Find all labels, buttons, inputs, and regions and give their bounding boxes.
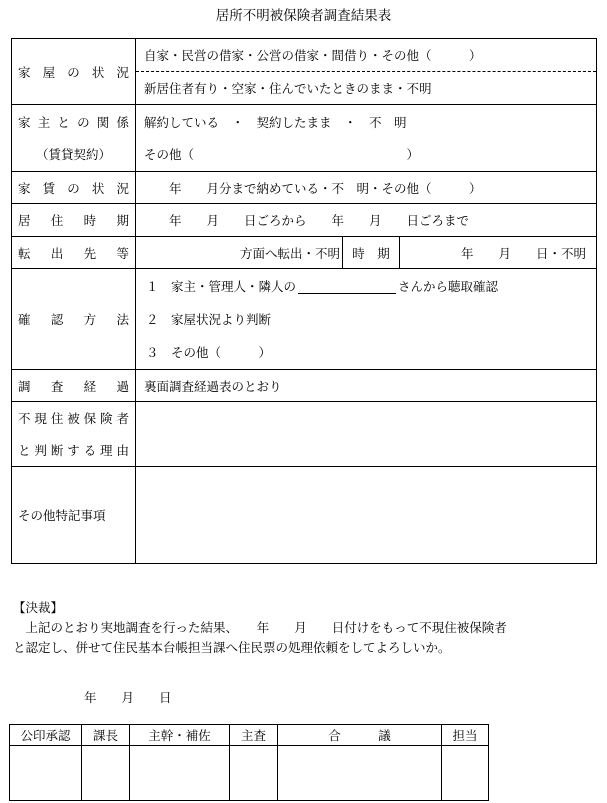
- label-chars: と 判 断 す る 理 由: [18, 443, 129, 458]
- rent-status-text: 年 月分まで納めている・不 明・その他（ ）: [144, 180, 482, 196]
- house-status-options: [136, 39, 597, 105]
- label-chars: 確 認 方 法: [18, 312, 129, 327]
- survey-table: [11, 38, 597, 564]
- landlord-relation-options: [136, 105, 597, 172]
- label-chars: 不 現 住 被 保 険 者: [18, 411, 129, 426]
- label-residence-period: [12, 204, 136, 237]
- decision-heading: 【決裁】: [13, 600, 64, 615]
- approval-cell-section-chief[interactable]: [82, 746, 130, 801]
- approval-header-consultation: 合 議: [278, 725, 442, 746]
- confirm-item-1: １ 家主・管理人・隣人の さんから聴取確認: [146, 279, 499, 294]
- reason-field[interactable]: [136, 402, 597, 467]
- label-chars: 転 出 先 等: [18, 245, 129, 261]
- house-options-line2: 新居住者有り・空家・住んでいたときのまま・不明: [144, 81, 432, 96]
- label-rent-status: [12, 172, 136, 204]
- confirm-item-2: ２ 家屋状況より判断: [146, 312, 272, 327]
- house-options-line1: 自家・民営の借家・公営の借家・間借り・その他（ ）: [136, 39, 596, 72]
- approval-cell-seal[interactable]: [10, 746, 82, 801]
- moved-date: 年 月 日・不明: [460, 245, 586, 261]
- decision-section: [13, 598, 507, 658]
- approval-cell-staff[interactable]: [442, 746, 489, 801]
- approval-header-section-chief: 課長: [82, 725, 130, 746]
- landlord-line1: 解約している ・ 契約したまま ・ 不 明: [144, 115, 407, 130]
- decision-date: 年 月 日: [84, 690, 172, 705]
- document-title: 居所不明被保険者調査結果表: [215, 8, 392, 24]
- moved-time-label: 時 期: [343, 237, 400, 268]
- label-notes: [12, 467, 136, 564]
- label-moved-to: [12, 237, 136, 269]
- approval-cell-chief-clerk[interactable]: [230, 746, 278, 801]
- notes-label-text: その他特記事項: [18, 508, 106, 523]
- approval-header-staff: 担当: [442, 725, 489, 746]
- notes-field[interactable]: [136, 467, 597, 564]
- label-chars: 家 賃 の 状 況: [18, 180, 129, 196]
- label-house-status: [12, 39, 136, 105]
- label-chars: 調 査 経 過: [18, 378, 129, 394]
- decision-line2: と認定し、併せて住民基本台帳担当課へ住民票の処理依頼をしてよろしいか。: [13, 640, 451, 655]
- decision-line1: 上記のとおり実地調査を行った結果、 年 月 日付けをもって不現住被保険者: [13, 620, 507, 635]
- moved-destination: 方面へ転出・不明: [136, 237, 343, 268]
- approval-cell-deputy[interactable]: [130, 746, 230, 801]
- label-chars: 家 屋 の 状 況: [18, 64, 129, 80]
- label-chars: 家 主 と の 関 係: [18, 115, 129, 130]
- approval-header-chief-clerk: 主査: [230, 725, 278, 746]
- residence-period-text: 年 月 日ごろから 年 月 日ごろまで: [144, 213, 470, 228]
- confirm-method-options: [136, 269, 597, 370]
- label-confirm-method: [12, 269, 136, 370]
- label-reason: [12, 402, 136, 467]
- approval-header-seal: 公印承認: [10, 725, 82, 746]
- name-blank-underline: [298, 279, 396, 294]
- approval-cell-consultation[interactable]: [278, 746, 442, 801]
- label-chars: 居 住 時 期: [18, 213, 129, 228]
- approval-table: [9, 724, 489, 801]
- label-landlord-relation: [12, 105, 136, 172]
- survey-process-text: 裏面調査経過表のとおり: [144, 378, 282, 394]
- approval-header-deputy: 主幹・補佐: [130, 725, 230, 746]
- landlord-line2: その他（ ）: [144, 147, 420, 162]
- confirm-item-3: ３ その他（ ）: [146, 345, 272, 360]
- label-survey-process: [12, 370, 136, 402]
- label-lease: （賃貸契約）: [35, 147, 111, 162]
